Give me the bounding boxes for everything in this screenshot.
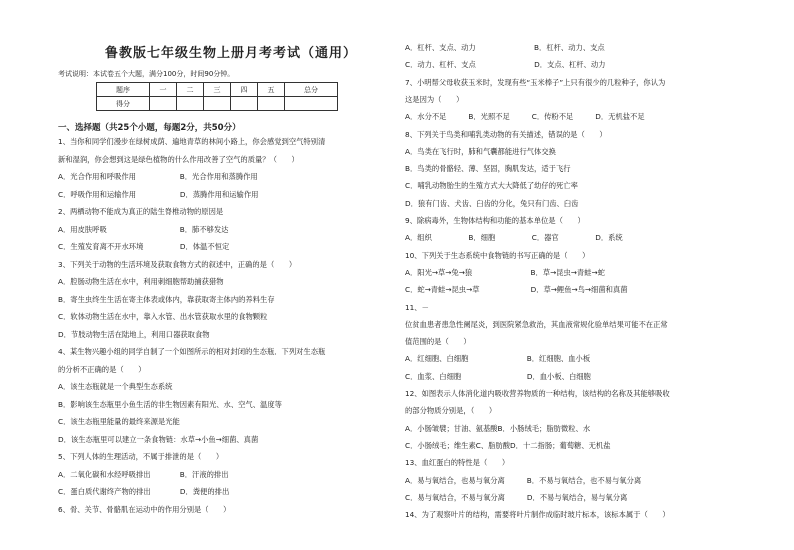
question-line: C．蛋白质代谢终产物的排出 D．粪便的排出 <box>58 487 230 496</box>
question-line: B．寄生虫终生生活在寄主体表或体内，靠获取寄主体内的养料生存 <box>58 294 275 304</box>
question-line: A．红细胞、白细胞 B．红细胞、血小板 <box>405 354 591 364</box>
question-line: C．哺乳动物胎生的生殖方式大大降低了幼仔的死亡率 <box>405 181 578 191</box>
score-cell <box>231 97 258 111</box>
score-cell: 三 <box>204 83 231 97</box>
question-line: A．用皮肤呼吸 B．肺不够发达 <box>58 224 229 234</box>
exam-instructions: 考试说明：本试卷五个大题，满分100分，时间90分钟。 <box>58 70 235 78</box>
score-cell <box>285 97 338 111</box>
score-cell <box>177 97 204 111</box>
question-line: 3、下列关于动物的生活环境及获取食物方式的叙述中，正确的是（ ） <box>58 259 297 269</box>
score-cell: 二 <box>177 83 204 97</box>
question-line: 新和湿润，你会想到这是绿色植物的什么作用改善了空气的质量？（ ） <box>58 154 299 164</box>
question-line: A．组织 B．细胞 C．器官 D．系统 <box>405 233 623 243</box>
question-line: C．小肠绒毛；维生素C、脂肪酸D．十二指肠；葡萄糖、无机盐 <box>405 440 611 450</box>
score-cell: 得分 <box>97 97 150 111</box>
question-line: A．鸟类在飞行时，肺和气囊都能进行气体交换 <box>405 146 556 156</box>
score-cell <box>204 97 231 111</box>
score-table-score-row <box>97 97 338 111</box>
question-line: D．该生态瓶里可以建立一条食物链：水草→小鱼→细菌、真菌 <box>58 434 259 444</box>
score-cell: 五 <box>258 83 285 97</box>
question-line: 5、下列人体的生理活动，不属于排泄的是（ ） <box>58 452 224 461</box>
question-line: 12、如图表示人体消化道内吸收营养物质的一种结构，该结构的名称及其能够吸收 <box>405 389 670 398</box>
score-cell <box>150 97 177 111</box>
question-line: A．水分不足 B．光照不足 C．传粉不足 D．无机盐不足 <box>405 112 645 122</box>
question-line: 4、某生物兴趣小组的同学自制了一个如图所示的相对封闭的生态瓶．下列对生态瓶 <box>58 347 326 356</box>
question-line: 的部分物质分别是，（ ） <box>405 406 497 416</box>
question-line: 1、当你和同学们漫步在绿树成荫、遍地青草的林间小路上，你会感觉到空气特别清 <box>58 137 326 146</box>
page-title: 鲁教版七年级生物上册月考考试（通用） <box>104 46 357 61</box>
score-cell: 总分 <box>285 83 338 97</box>
score-table-header-row <box>97 83 338 97</box>
question-line: A．光合作用和呼吸作用 B．光合作用和蒸腾作用 <box>58 172 258 181</box>
section-heading: 一、选择题（共25个小题，每题2分，共50分） <box>58 123 241 133</box>
question-line: C．蛇→青蛙→昆虫→草 D．草→鲤鱼→鸟→细菌和真菌 <box>405 285 628 295</box>
question-line: 位贫血患者患急性阑尾炎，到医院紧急救治，其血液常规化验单结果可能不在正常 <box>405 319 668 329</box>
question-line: A．小肠皱襞；甘油、氨基酸B．小肠绒毛；脂肪微粒、水 <box>405 423 591 433</box>
question-line: 的分析不正确的是（ ） <box>58 364 146 374</box>
score-cell: 一 <box>150 83 177 97</box>
question-line: 13、血红蛋白的特性是（ ） <box>405 458 510 468</box>
question-line: C．血浆、白细胞 D．血小板、白细胞 <box>405 371 591 381</box>
question-line: 2、两栖动物不能成为真正的陆生脊椎动物的原因是 <box>58 207 224 216</box>
score-cell: 题序 <box>97 83 150 97</box>
question-line: 8、下列关于鸟类和哺乳类动物的有关描述，错误的是（ ） <box>405 129 607 139</box>
question-line: A．易与氧结合，也易与氧分离 B．不易与氧结合，也不易与氧分离 <box>405 475 642 485</box>
question-line: A．二氧化碳和水经呼吸排出 B．汗液的排出 <box>58 469 229 479</box>
question-line: C．生殖发育离不开水环境 D．体温不恒定 <box>58 242 230 251</box>
question-line: A．腔肠动物生活在水中，利用刺细胞帮助捕获猎物 <box>58 277 224 286</box>
question-line: C．呼吸作用和运输作用 D．蒸腾作用和运输作用 <box>58 189 259 199</box>
question-line: A．该生态瓶就是一个典型生态系统 <box>58 382 173 391</box>
question-line: A．杠杆、支点、动力 B．杠杆、动力、支点 <box>405 43 605 52</box>
question-line: 10、下列关于生态系统中食物链的书写正确的是（ ） <box>405 250 590 260</box>
question-line: C．软体动物生活在水中，靠入水管、出水管获取水里的食物颗粒 <box>58 312 268 321</box>
question-line: 11、－ <box>405 302 429 312</box>
score-cell: 四 <box>231 83 258 97</box>
question-line: D．节肢动物生活在陆地上，利用口器获取食物 <box>58 329 210 339</box>
question-line: 这是因为（ ） <box>405 94 464 104</box>
question-line: 6、骨、关节、骨骼肌在运动中的作用分别是（ ） <box>58 504 231 514</box>
question-line: B．影响该生态瓶里小鱼生活的非生物因素有阳光、水、空气、温度等 <box>58 399 282 409</box>
question-line: 值范围的是（ ） <box>405 337 471 347</box>
question-line: A．阳光→草→兔→狼 B．草→昆虫→青蛙→蛇 <box>405 267 605 277</box>
question-line: C．动力、杠杆、支点 D．支点、杠杆、动力 <box>405 60 606 70</box>
question-line: B．鸟类的骨骼轻、薄、坚固，胸肌发达，适于飞行 <box>405 164 571 174</box>
score-cell <box>258 97 285 111</box>
question-line: C．该生态瓶里能量的最终来源是光能 <box>58 417 180 426</box>
score-table <box>96 82 338 111</box>
question-line: 14、为了观察叶片的结构，需要将叶片制作成临时玻片标本，该标本属于（ ） <box>405 510 670 520</box>
question-line: 9、除病毒外，生物体结构和功能的基本单位是（ ） <box>405 216 585 225</box>
question-line: 7、小明帮父母收获玉米时，发现有些“玉米棒子”上只有很少的几粒种子，你认为 <box>405 77 666 87</box>
question-line: C．易与氧结合，不易与氧分离 D．不易与氧结合，易与氧分离 <box>405 492 628 502</box>
question-line: D．狼有门齿、犬齿、臼齿的分化，兔只有门齿、臼齿 <box>405 198 579 208</box>
